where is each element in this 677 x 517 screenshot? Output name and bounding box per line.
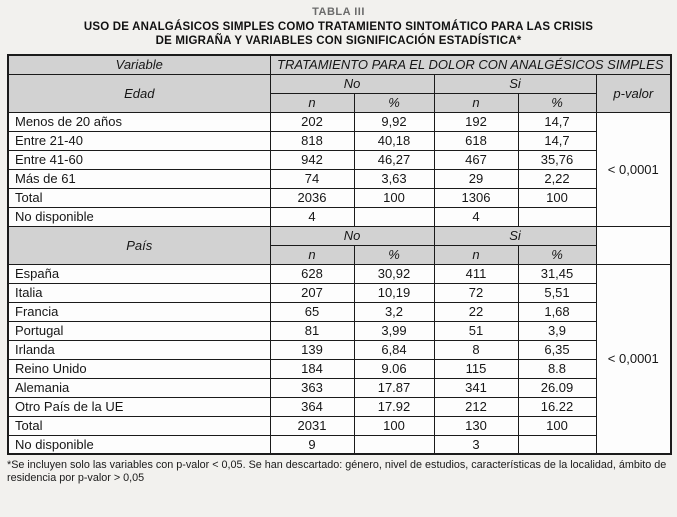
section-header-pais: País (8, 226, 270, 264)
row-label: Entre 41-60 (8, 150, 270, 169)
table-row (8, 321, 671, 340)
cell-no-pct: 17.92 (354, 397, 434, 416)
row-label: Otro País de la UE (8, 397, 270, 416)
treatment-header: TRATAMIENTO PARA EL DOLOR CON ANALGÉSICOS SIMPLES (270, 55, 671, 74)
cell-si-n: 29 (434, 169, 518, 188)
cell-no-pct: 3,99 (354, 321, 434, 340)
cell-no-n: 65 (270, 302, 354, 321)
cell-si-pct: 2,22 (518, 169, 596, 188)
cell-si-pct: 14,7 (518, 112, 596, 131)
cell-si-pct: 5,51 (518, 283, 596, 302)
cell-no-n: 4 (270, 207, 354, 226)
pct-header: % (518, 245, 596, 264)
cell-no-pct: 3,63 (354, 169, 434, 188)
n-header: n (434, 93, 518, 112)
pct-header: % (518, 93, 596, 112)
row-label: Total (8, 416, 270, 435)
row-label: Portugal (8, 321, 270, 340)
no-group-header: No (270, 226, 434, 245)
cell-si-n: 192 (434, 112, 518, 131)
cell-no-pct: 46,27 (354, 150, 434, 169)
cell-si-n: 212 (434, 397, 518, 416)
statistics-table (7, 54, 672, 455)
cell-no-pct (354, 207, 434, 226)
row-label: Alemania (8, 378, 270, 397)
cell-no-n: 2036 (270, 188, 354, 207)
cell-no-n: 2031 (270, 416, 354, 435)
cell-no-n: 363 (270, 378, 354, 397)
cell-si-pct: 1,68 (518, 302, 596, 321)
table-row (8, 416, 671, 435)
row-label: Francia (8, 302, 270, 321)
cell-si-n: 467 (434, 150, 518, 169)
cell-no-pct: 6,84 (354, 340, 434, 359)
cell-si-pct (518, 207, 596, 226)
si-group-header: Si (434, 226, 596, 245)
cell-si-n: 618 (434, 131, 518, 150)
table-row (8, 378, 671, 397)
row-label: No disponible (8, 435, 270, 454)
cell-no-pct: 3,2 (354, 302, 434, 321)
cell-si-pct: 6,35 (518, 340, 596, 359)
cell-no-n: 818 (270, 131, 354, 150)
cell-no-n: 139 (270, 340, 354, 359)
pct-header: % (354, 93, 434, 112)
no-group-header: No (270, 74, 434, 93)
row-label: Irlanda (8, 340, 270, 359)
table-row (8, 264, 671, 283)
cell-no-pct: 30,92 (354, 264, 434, 283)
cell-no-pct: 9,92 (354, 112, 434, 131)
cell-no-n: 628 (270, 264, 354, 283)
table-row (8, 397, 671, 416)
table-footnote: *Se incluyen solo las variables con p-valor < 0,05. Se han descartado: género, nivel de estudios, características de la localidad, ámbito de residencia por p-valor > 0,05 (7, 459, 667, 484)
table-row (8, 112, 671, 131)
n-header: n (270, 245, 354, 264)
table-header-row (8, 55, 671, 74)
cell-si-n: 115 (434, 359, 518, 378)
n-header: n (434, 245, 518, 264)
cell-si-n: 8 (434, 340, 518, 359)
cell-no-pct: 17.87 (354, 378, 434, 397)
table-title-line-2: DE MIGRAÑA Y VARIABLES CON SIGNIFICACIÓN ESTADÍSTICA* (155, 35, 522, 47)
table-row (8, 131, 671, 150)
section-header-row (8, 226, 671, 245)
cell-si-n: 1306 (434, 188, 518, 207)
table-row (8, 435, 671, 454)
cell-no-n: 9 (270, 435, 354, 454)
cell-no-pct: 100 (354, 188, 434, 207)
cell-si-pct: 16.22 (518, 397, 596, 416)
cell-no-n: 207 (270, 283, 354, 302)
table-number: TABLA III (312, 6, 365, 18)
cell-si-pct (518, 435, 596, 454)
row-label: Italia (8, 283, 270, 302)
section-header-edad: Edad (8, 74, 270, 112)
cell-si-pct: 8.8 (518, 359, 596, 378)
cell-no-pct: 40,18 (354, 131, 434, 150)
cell-si-n: 4 (434, 207, 518, 226)
table-row (8, 283, 671, 302)
cell-no-n: 942 (270, 150, 354, 169)
cell-no-n: 364 (270, 397, 354, 416)
cell-si-n: 411 (434, 264, 518, 283)
cell-si-pct: 35,76 (518, 150, 596, 169)
row-label: Menos de 20 años (8, 112, 270, 131)
row-label: Total (8, 188, 270, 207)
pvalor-header: p-valor (596, 74, 671, 112)
table-title-line-1: USO DE ANALGÁSICOS SIMPLES COMO TRATAMIENTO SINTOMÁTICO PARA LAS CRISIS (83, 21, 594, 33)
cell-no-pct (354, 435, 434, 454)
cell-no-n: 74 (270, 169, 354, 188)
row-label: No disponible (8, 207, 270, 226)
section-header-row (8, 74, 671, 93)
variable-header: Variable (8, 55, 270, 74)
cell-si-n: 3 (434, 435, 518, 454)
cell-no-pct: 10,19 (354, 283, 434, 302)
p-value-cell-edad: < 0,0001 (596, 112, 671, 226)
cell-si-pct: 31,45 (518, 264, 596, 283)
cell-si-n: 72 (434, 283, 518, 302)
cell-no-n: 81 (270, 321, 354, 340)
table-row (8, 169, 671, 188)
cell-si-n: 341 (434, 378, 518, 397)
p-value-cell-pais: < 0,0001 (596, 264, 671, 454)
cell-si-n: 51 (434, 321, 518, 340)
cell-si-pct: 100 (518, 416, 596, 435)
cell-no-n: 184 (270, 359, 354, 378)
cell-si-pct: 14,7 (518, 131, 596, 150)
cell-si-pct: 3,9 (518, 321, 596, 340)
table-row (8, 340, 671, 359)
row-label: Más de 61 (8, 169, 270, 188)
cell-no-pct: 9.06 (354, 359, 434, 378)
cell-si-n: 22 (434, 302, 518, 321)
title-block (7, 6, 670, 48)
cell-si-pct: 26.09 (518, 378, 596, 397)
si-group-header: Si (434, 74, 596, 93)
cell-no-n: 202 (270, 112, 354, 131)
table-row (8, 302, 671, 321)
cell-no-pct: 100 (354, 416, 434, 435)
table-row (8, 188, 671, 207)
row-label: Reino Unido (8, 359, 270, 378)
row-label: España (8, 264, 270, 283)
pvalor-spacer-cell (596, 226, 671, 264)
table-row (8, 207, 671, 226)
row-label: Entre 21-40 (8, 131, 270, 150)
table-row (8, 150, 671, 169)
cell-si-pct: 100 (518, 188, 596, 207)
table-row (8, 359, 671, 378)
cell-si-n: 130 (434, 416, 518, 435)
pct-header: % (354, 245, 434, 264)
n-header: n (270, 93, 354, 112)
